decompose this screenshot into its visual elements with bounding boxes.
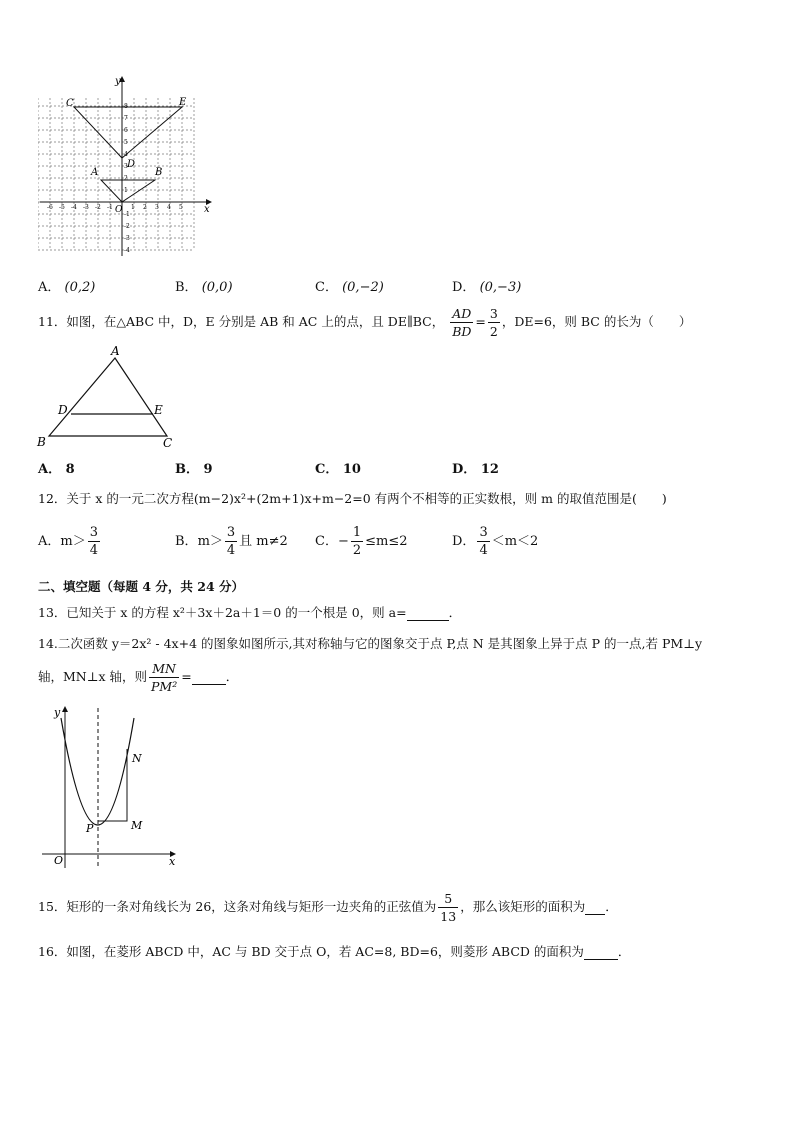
q10-option-d[interactable] (452, 276, 521, 295)
q11-label-B: B (37, 435, 46, 449)
q10-label-C: C (66, 98, 74, 109)
q10-y-tick-label: -4 (124, 247, 130, 254)
q10-x-tick-label: -6 (47, 204, 53, 211)
q10-option-c-letter: C． (315, 280, 338, 295)
q10-y-tick-label: 4 (124, 151, 128, 158)
q14-label-N: N (132, 752, 142, 765)
q11-triangle-figure (34, 342, 184, 450)
q11-option-d[interactable]: D． 12 (452, 462, 499, 477)
q11-option-a[interactable]: A． 8 (38, 462, 75, 477)
q15-question: 15．矩形的一条对角线长为 26，这条对角线与矩形一边夹角的正弦值为 $\frac{5}{13}$ ，那么该矩形的面积为 ． (38, 891, 618, 924)
q10-y-tick-label: -3 (124, 235, 130, 242)
q10-label-O: O (115, 205, 123, 215)
q12-option-d[interactable]: D． $\frac{3}{4}$ ＜m＜2 (452, 525, 539, 558)
q16-answer-blank[interactable] (584, 944, 618, 960)
q10-x-tick-label: 5 (179, 204, 183, 211)
q10-x-tick-label: -5 (59, 204, 65, 211)
q10-label-y: y (115, 76, 121, 87)
q14-answer-blank[interactable] (192, 669, 226, 685)
q11-text-a: 11．如图，在△ABC 中，D，E 分别是 AB 和 AC 上的点，且 DE∥BC， (38, 314, 445, 329)
q12-option-c[interactable]: C．− $\frac{1}{2}$ ≤m≤2 (315, 525, 408, 558)
q13-question: 13．已知关于 x 的方程 x²＋3x＋2a＋1＝0 的一个根是 0，则 a= ． (38, 605, 462, 620)
q10-y-tick-label: 1 (124, 187, 128, 194)
q11-equals: = (475, 314, 486, 329)
q10-option-d-value: (0,−3) (479, 280, 522, 295)
q10-triangle-ced (74, 107, 182, 158)
q12-question: 12．关于 x 的一元二次方程(m−2)x²+(2m+1)x+m−2=0 有两个不相等的正实数根，则 m 的取值范围是( ) (38, 491, 667, 506)
q14-pm-mn-lines (98, 749, 127, 821)
q12-a-fraction: $\frac{3}{4}$ (89, 525, 98, 558)
q11-label-E: E (154, 403, 163, 417)
q10-option-c[interactable] (315, 276, 384, 295)
q12-option-b[interactable]: B．m＞ $\frac{3}{4}$ 且 m≠2 (175, 525, 288, 558)
q11-label-D: D (58, 403, 68, 417)
q13-answer-blank[interactable] (407, 605, 449, 621)
q14-label-x: x (169, 855, 176, 868)
q10-label-A: A (91, 167, 99, 178)
q10-y-tick-label: 5 (124, 139, 128, 146)
q10-x-tick-label: -3 (83, 204, 89, 211)
q12-c-fraction: $\frac{1}{2}$ (352, 525, 362, 558)
q11-question (38, 305, 691, 340)
q12-b-fraction: $\frac{3}{4}$ (226, 525, 236, 558)
q10-option-b-letter: B． (175, 280, 198, 295)
q14-label-P: P (86, 822, 94, 835)
q10-option-a-value: (0,2) (64, 280, 96, 295)
q10-x-tick-label: 4 (167, 204, 171, 211)
q10-x-tick-label: -4 (71, 204, 77, 211)
q15-answer-blank[interactable] (585, 899, 605, 915)
q12-option-a[interactable]: A．m＞ $\frac{3}{4}$ (38, 525, 98, 558)
q14-label-O: O (54, 854, 64, 867)
q11-option-c[interactable]: C． 10 (315, 462, 361, 477)
q12-d-fraction: $\frac{3}{4}$ (479, 525, 488, 558)
q10-y-tick-label: 7 (124, 115, 128, 122)
q10-y-tick-label: -1 (124, 211, 130, 218)
q14-line1: 14.二次函数 y＝2x² - 4x+4 的图象如图所示,其对称轴与它的图象交于点 P,点 N 是其图象上异于点 P 的一点,若 PM⊥y (38, 636, 703, 651)
q14-line2: 轴，MN⊥x 轴，则 $\frac{MN}{\text{PM²}}$ = ． (38, 661, 239, 694)
q14-parabola-figure (38, 704, 183, 870)
q10-y-tick-label: -2 (124, 223, 130, 230)
q10-option-b[interactable] (175, 276, 233, 295)
q10-y-tick-label: 3 (124, 163, 128, 170)
q10-label-E: E (179, 97, 187, 108)
q10-x-tick-label: 3 (155, 204, 159, 211)
q14-fraction: $\frac{MN}{\text{PM²}}$ (151, 661, 178, 694)
q14-label-M: M (131, 819, 143, 832)
q10-label-D: D (127, 159, 136, 170)
q11-option-b[interactable]: B． 9 (175, 462, 213, 477)
q10-triangle-abo (101, 180, 155, 202)
q11-fraction-value: $\frac{3}{2}$ (489, 306, 498, 339)
q10-x-tick-label: -1 (107, 204, 113, 211)
q10-label-x: x (204, 204, 210, 215)
q11-label-C: C (163, 436, 173, 450)
q10-option-c-value: (0,−2) (342, 280, 384, 295)
q10-coordinate-figure (38, 72, 218, 258)
q10-x-tick-label: 2 (143, 204, 147, 211)
q16-question: 16．如图，在菱形 ABCD 中，AC 与 BD 交于点 O，若 AC=8, BD=6，则菱形 ABCD 的面积为 ． (38, 944, 631, 959)
q10-option-a[interactable] (38, 276, 95, 295)
q10-x-tick-label: 1 (131, 204, 135, 211)
section-title-fill-blank: 二、填空题（每题 4 分，共 24 分） (38, 579, 245, 594)
q11-label-A: A (111, 344, 120, 358)
q15-fraction: $\frac{5}{13}$ (440, 891, 457, 924)
q10-option-d-letter: D． (452, 280, 476, 295)
q10-option-b-value: (0,0) (201, 280, 233, 295)
q10-option-a-letter: A． (38, 280, 61, 295)
q10-y-tick-label: 2 (124, 175, 128, 182)
q11-text-b: ，DE=6，则 BC 的长为（ ） (501, 314, 692, 329)
q10-y-tick-label: 8 (124, 103, 128, 110)
q10-x-tick-label: -2 (95, 204, 101, 211)
q14-label-y: y (54, 706, 61, 719)
q10-y-tick-label: 6 (124, 127, 128, 134)
q10-label-B: B (155, 167, 163, 178)
q11-fraction-ad-bd: $\frac{AD}{BD}$ (452, 306, 472, 339)
